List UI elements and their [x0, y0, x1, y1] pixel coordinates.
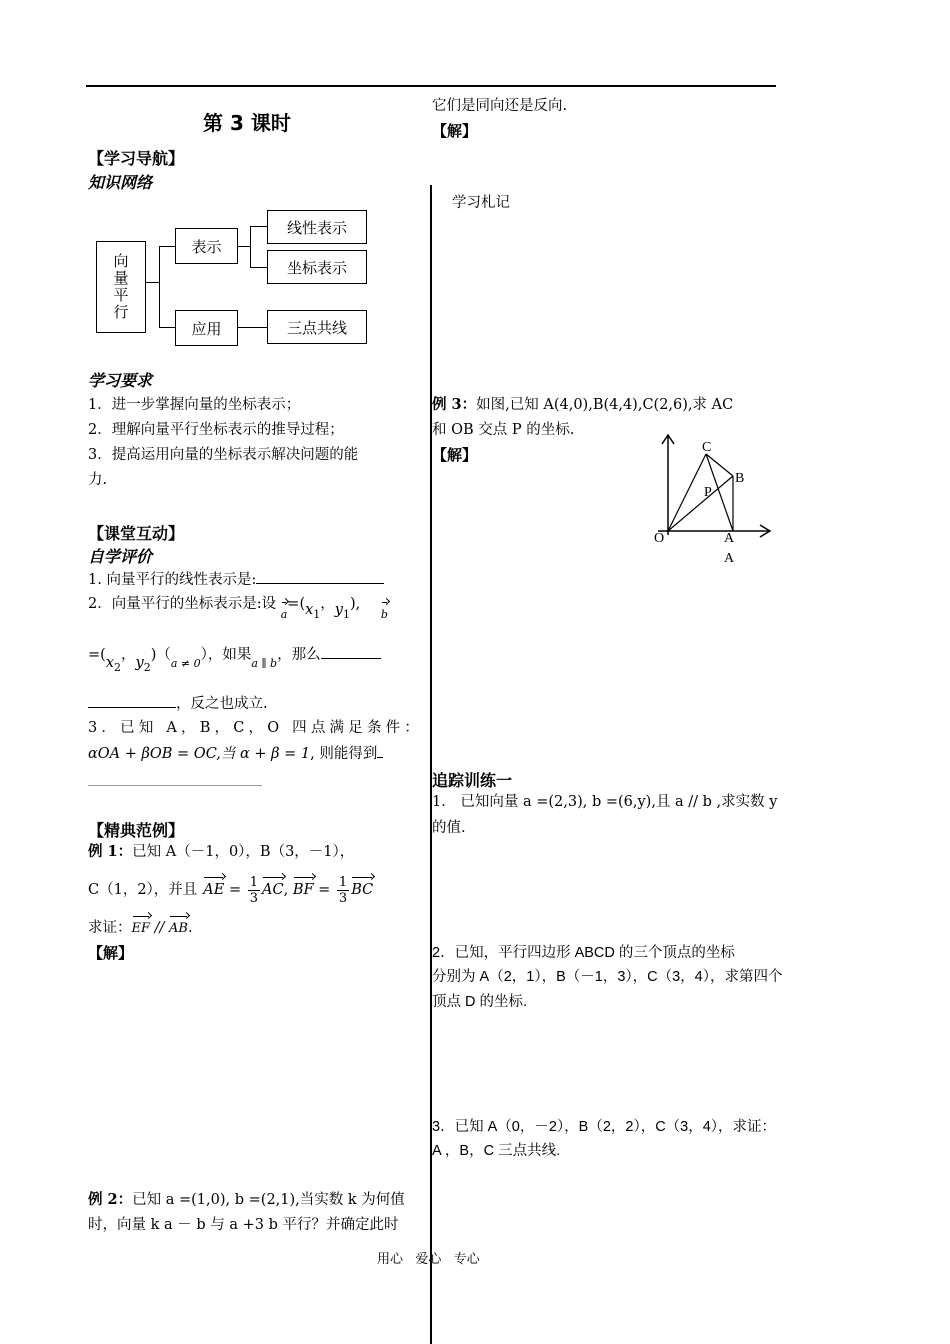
- ex3-label: 例 3：: [432, 396, 477, 413]
- vector-a: a: [281, 605, 288, 625]
- requirement-3: 3．提高运用向量的坐标表示解决问题的能: [88, 447, 359, 463]
- label-b: B: [735, 471, 745, 486]
- label-a-below: A: [724, 551, 735, 566]
- vec-bf: BF: [292, 882, 314, 898]
- class-heading: 【课堂互动】: [88, 524, 185, 543]
- comma: ,: [283, 882, 293, 898]
- diagram-connector: [159, 246, 175, 247]
- q2-eq2: =(: [88, 647, 106, 663]
- x2: x: [105, 655, 114, 671]
- tracking-2: 2．已知，平行四边形 ABCD 的三个顶点的坐标: [432, 945, 735, 961]
- requirement-1: 1．进一步掌握向量的坐标表示；: [88, 397, 301, 413]
- period: .: [187, 920, 193, 936]
- diagram-leaf-collinear: 三点共线: [267, 310, 367, 344]
- diagram-branch-apply: 应用: [175, 310, 238, 346]
- question-2-line3: [88, 693, 268, 714]
- q2-prefix: 2．向量平行的坐标表示是:设: [88, 596, 277, 612]
- q2-end: ，反之也成立.: [176, 696, 268, 712]
- comma2: ，: [121, 647, 136, 663]
- parallel-formula: a ∥ b: [251, 657, 278, 670]
- vec-ac: AC: [262, 882, 284, 898]
- diagram-connector: [159, 246, 160, 328]
- y1: y: [334, 602, 343, 618]
- requirements-heading: 学习要求: [88, 371, 153, 390]
- example-3-figure: [650, 430, 780, 570]
- diagram-connector: [238, 246, 250, 247]
- q3-when: 当 α + β = 1: [220, 746, 311, 762]
- ex1-label: 例 1：: [88, 843, 133, 860]
- diagram-connector: [159, 327, 175, 328]
- tracking-heading: 追踪训练一: [432, 771, 513, 790]
- q2-close: ),: [350, 596, 361, 612]
- q3-formula: αOA + βOB = OC,: [88, 746, 221, 762]
- diagram-connector: [250, 226, 251, 268]
- example-2-cont: 它们是同向还是反向.: [432, 98, 568, 114]
- answer-blank: [377, 743, 383, 758]
- ex1-c: C（1，2），并且: [88, 882, 198, 898]
- page-footer: 用心 爱心 专心: [377, 1252, 480, 1267]
- diagram-connector: [250, 226, 267, 227]
- diagram-connector: [146, 282, 159, 283]
- q2-eq: =(: [287, 596, 306, 612]
- ex2-label: 例 2：: [88, 1191, 133, 1208]
- diagram-leaf-coordinate: 坐标表示: [267, 250, 367, 284]
- frac-den: 3: [249, 890, 259, 906]
- fraction: [337, 875, 349, 906]
- answer-blank: [88, 693, 176, 708]
- y2: y: [135, 655, 144, 671]
- prove-text: 求证：: [88, 920, 132, 936]
- q3-then: , 则能得到: [310, 746, 378, 762]
- label-o: O: [654, 531, 665, 546]
- label-p: P: [704, 485, 712, 500]
- label-c: C: [702, 440, 712, 455]
- tracking-2-line3: 顶点 D 的坐标.: [432, 994, 528, 1010]
- diagram-root: 向量平行: [96, 241, 146, 333]
- cond-formula: a ≠ 0: [170, 657, 201, 670]
- question-2: [88, 594, 388, 619]
- requirement-3-cont: 力.: [88, 472, 108, 488]
- vec-bc: BC: [351, 882, 374, 898]
- examples-heading: 【精典范例】: [88, 821, 185, 840]
- column-divider: [430, 185, 432, 1344]
- sub-1: 1: [313, 607, 321, 621]
- nav-heading: 【学习导航】: [88, 149, 185, 168]
- tracking-3-cont: A ，B，C 三点共线.: [432, 1143, 561, 1159]
- frac-num: 1: [249, 874, 259, 890]
- answer-blank: [256, 569, 384, 584]
- example-3: [432, 395, 733, 415]
- frac-num: 1: [338, 874, 348, 890]
- tracking-3: 3．已知 A（0，－2），B（2，2），C（3，4），求证：: [432, 1119, 777, 1135]
- vec-ef: EF: [132, 919, 151, 939]
- solution-label-3: 【解】: [432, 446, 478, 464]
- vec-ab: AB: [169, 919, 188, 939]
- example-1-line2: [88, 870, 373, 910]
- comma: ，: [320, 596, 335, 612]
- answer-blank: [321, 644, 381, 659]
- frac-den: 3: [338, 890, 348, 906]
- eq-sign: =: [224, 882, 246, 898]
- eq-sign: =: [313, 882, 335, 898]
- parallel-sign: //: [150, 920, 170, 936]
- x1: x: [305, 602, 314, 618]
- study-notes-label: 学习札记: [452, 195, 510, 211]
- top-rule: [86, 85, 776, 87]
- ex3-text1: 如图,已知 A(4,0),B(4,4),C(2,6),求 AC: [476, 397, 734, 413]
- example-2: [88, 1190, 405, 1210]
- example-1: [88, 842, 354, 862]
- question-1: [88, 569, 384, 590]
- self-eval-heading: 自学评价: [88, 547, 153, 566]
- question-3-formula: [88, 743, 383, 764]
- diagram-connector: [238, 327, 267, 328]
- example-1-prove: [88, 918, 193, 939]
- page-title: 第 3 课时: [203, 111, 291, 135]
- example-3-line2: 和 OB 交点 P 的坐标.: [432, 422, 575, 438]
- answer-blank-line: [88, 785, 262, 786]
- question-3: 3．已知 A，B，C，O 四点满足条件：: [88, 720, 424, 736]
- solution-label: 【解】: [88, 944, 134, 962]
- cond-close: ），如果: [200, 647, 252, 663]
- sub-2b: 2: [143, 660, 151, 674]
- diagram-connector: [250, 267, 267, 268]
- then-text: ，那么: [277, 647, 321, 663]
- vec-ae: AE: [203, 882, 225, 898]
- label-a: A: [724, 531, 735, 546]
- example-2-line2: 时，向量 k a － b 与 a +3 b 平行？并确定此时: [88, 1217, 399, 1233]
- tracking-1: 1． 已知向量 a =(2,3), b =(6,y),且 a // b ,求实数 y: [432, 794, 778, 810]
- solution-label-right: 【解】: [432, 122, 478, 140]
- ex1-text: 已知 A（－1，0），B（3，－1），: [132, 844, 355, 860]
- sub-2: 2: [114, 660, 121, 674]
- fraction: [248, 875, 260, 906]
- vector-b: b: [381, 605, 388, 625]
- sub-1b: 1: [343, 607, 350, 621]
- diagram-leaf-linear: 线性表示: [267, 210, 367, 244]
- requirement-2: 2．理解向量平行坐标表示的推导过程；: [88, 422, 344, 438]
- segment-oc: [668, 454, 706, 531]
- question-1-text: 1. 向量平行的线性表示是:: [88, 572, 257, 588]
- question-2-line2: [88, 644, 381, 674]
- knowledge-heading: 知识网络: [88, 173, 153, 192]
- tracking-1-cont: 的值.: [432, 820, 466, 836]
- tracking-2-line2: 分别为 A（2，1），B（－1，3），C（3，4），求第四个: [432, 969, 783, 985]
- cond-open: )（: [150, 647, 171, 663]
- ex2-text1: 已知 a =(1,0), b =(2,1),当实数 k 为何值: [132, 1192, 405, 1208]
- diagram-branch-represent: 表示: [175, 228, 238, 264]
